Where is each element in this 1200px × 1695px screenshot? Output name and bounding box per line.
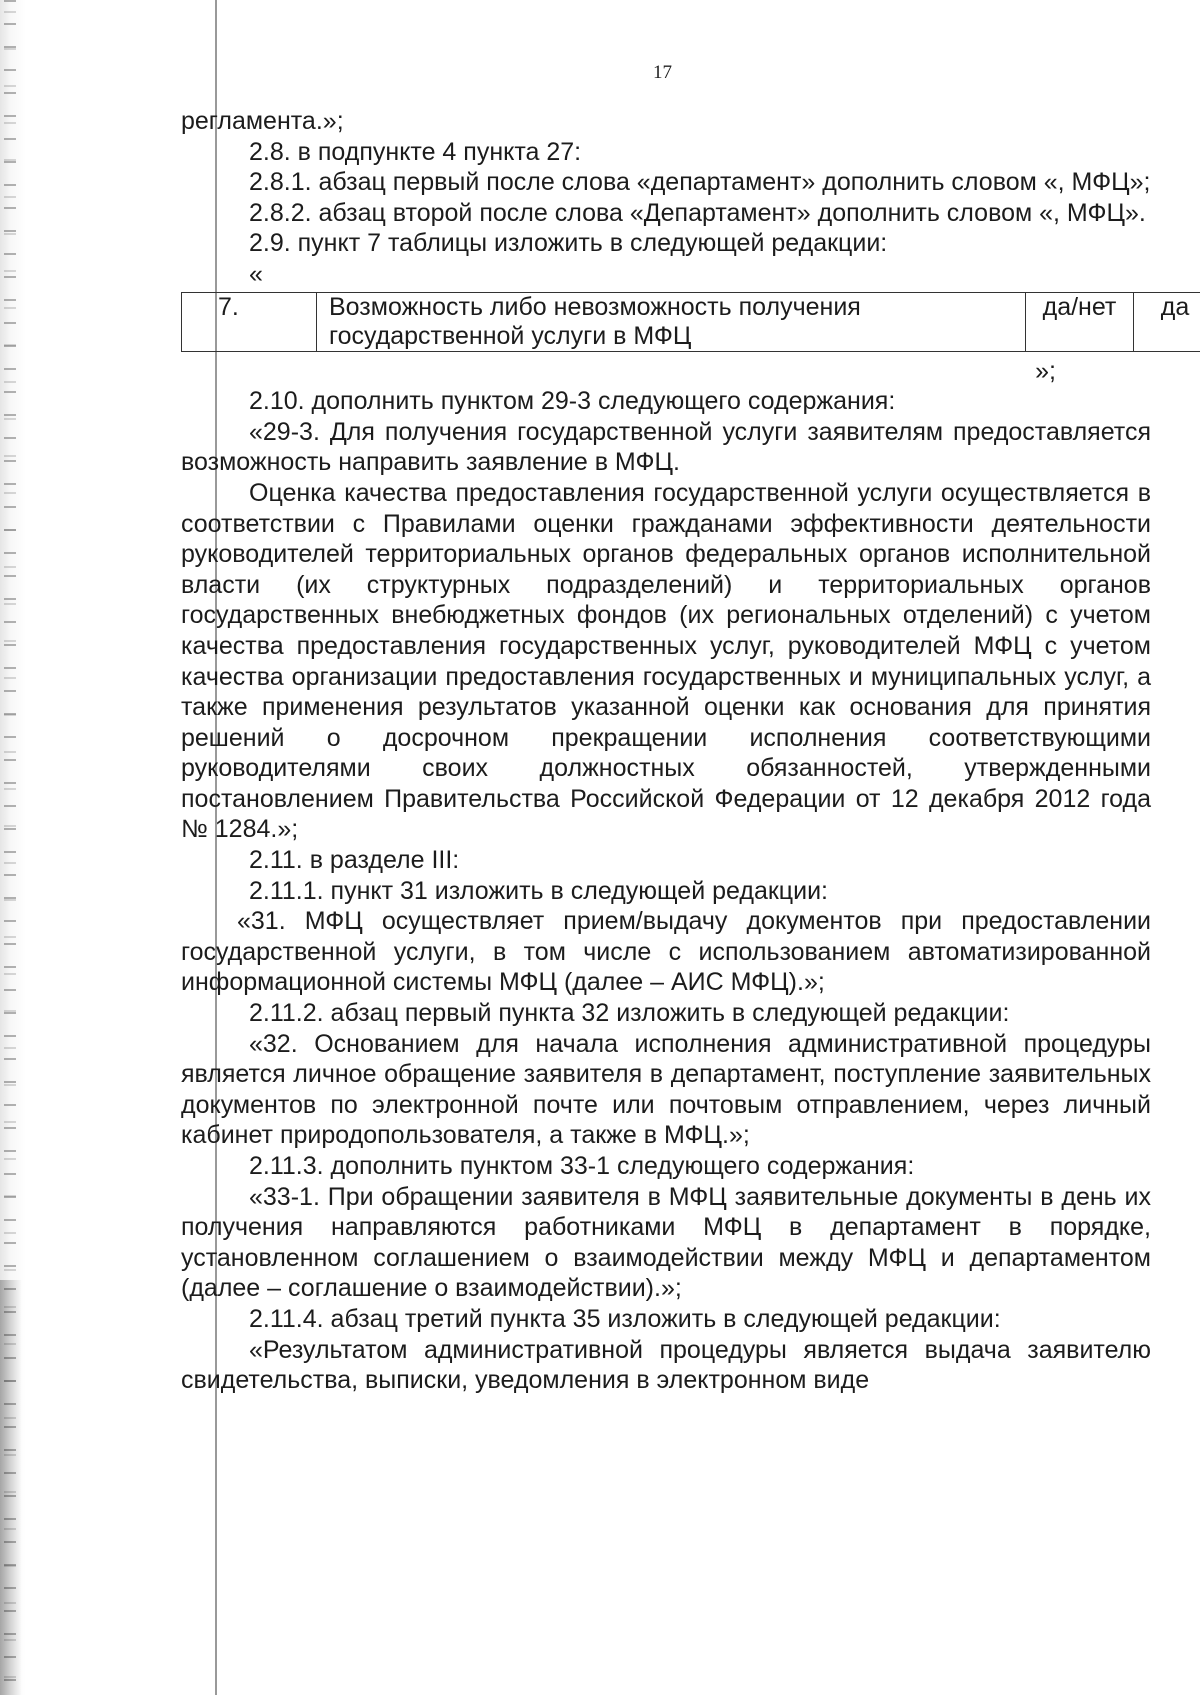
amendment-table	[181, 292, 1200, 352]
paragraph: 2.8.1. абзац первый после слова «департамент» дополнить словом «, МФЦ»;	[249, 168, 1151, 197]
paragraph: Оценка качества предоставления государственной услуги осуществляется в соответствии с Правилами оценки гражданами эффективности деятельности руководителей территориальных органов федеральных органов исполнительной власти (их структурных подразделений) и территориальных органов государственных внебюджетных фондов (их региональных отделений) с учетом качества предоставления государственных услуг, руководителей МФЦ с учетом качества организации предоставления государственных и муниципальных услуг, а также применения результатов указанной оценки как основания для принятия решений о досрочном прекращении исполнения соответствующими руководителями своих должностных обязанностей, утвержденными постановлением Правительства Российской Федерации от 12 декабря 2012 года № 1284.»;	[181, 478, 1151, 844]
paragraph: 2.11.4. абзац третий пункта 35 изложить в следующей редакции:	[249, 1304, 1001, 1333]
document-body	[181, 106, 1190, 1396]
paragraph: 2.9. пункт 7 таблицы изложить в следующей редакции:	[249, 229, 888, 258]
paragraph: 2.8.2. абзац второй после слова «Департамент» дополнить словом «, МФЦ».	[249, 198, 1146, 227]
close-quote: »;	[1035, 356, 1056, 385]
table-cell-number: 7.	[182, 292, 317, 351]
paragraph: «31. МФЦ осуществляет прием/выдачу документов при предоставлении государственной услуги, в том числе с использованием автоматизированной информационной системы МФЦ (далее – АИС МФЦ).»;	[181, 907, 1151, 997]
scan-shadow-bottom-left	[0, 1280, 22, 1695]
paragraph: 2.11.2. абзац первый пункта 32 изложить в следующей редакции:	[249, 999, 1010, 1028]
paragraph: 2.8. в подпункте 4 пункта 27:	[249, 137, 582, 166]
open-quote: «	[249, 259, 263, 288]
paragraph: 2.11.1. пункт 31 изложить в следующей редакции:	[249, 876, 828, 905]
paragraph: 2.11.3. дополнить пунктом 33-1 следующего содержания:	[249, 1152, 915, 1180]
page-number: 17	[653, 62, 672, 83]
paragraph: «32. Основанием для начала исполнения административной процедуры является личное обращение заявителя в департамент, поступление заявительных документов по электронной почте или почтовым отправлением, через личный кабинет природопользователя, а также в МФЦ.»;	[181, 1029, 1151, 1150]
table-cell-description: Возможность либо невозможность получения государственной услуги в МФЦ	[317, 292, 1026, 351]
table-row	[182, 292, 1200, 351]
paragraph: 2.11. в разделе III:	[249, 846, 460, 875]
table-cell-value: да	[1134, 292, 1200, 351]
table-cell-options: да/нет	[1026, 292, 1134, 351]
paragraph: регламента.»;	[181, 107, 344, 135]
paragraph: 2.10. дополнить пунктом 29-3 следующего содержания:	[249, 387, 896, 416]
paragraph: «29-3. Для получения государственной услуги заявителям предоставляется возможность направить заявление в МФЦ.	[181, 417, 1151, 477]
paragraph: «33-1. При обращении заявителя в МФЦ заявительные документы в день их получения направляются работниками МФЦ в департамент в порядке, установленном соглашением о взаимодействии между МФЦ и департаментом (далее – соглашение о взаимодействии).»;	[181, 1182, 1151, 1303]
paragraph: «Результатом административной процедуры является выдача заявителю свидетельства, выписки, уведомления в электронном виде	[181, 1335, 1151, 1395]
